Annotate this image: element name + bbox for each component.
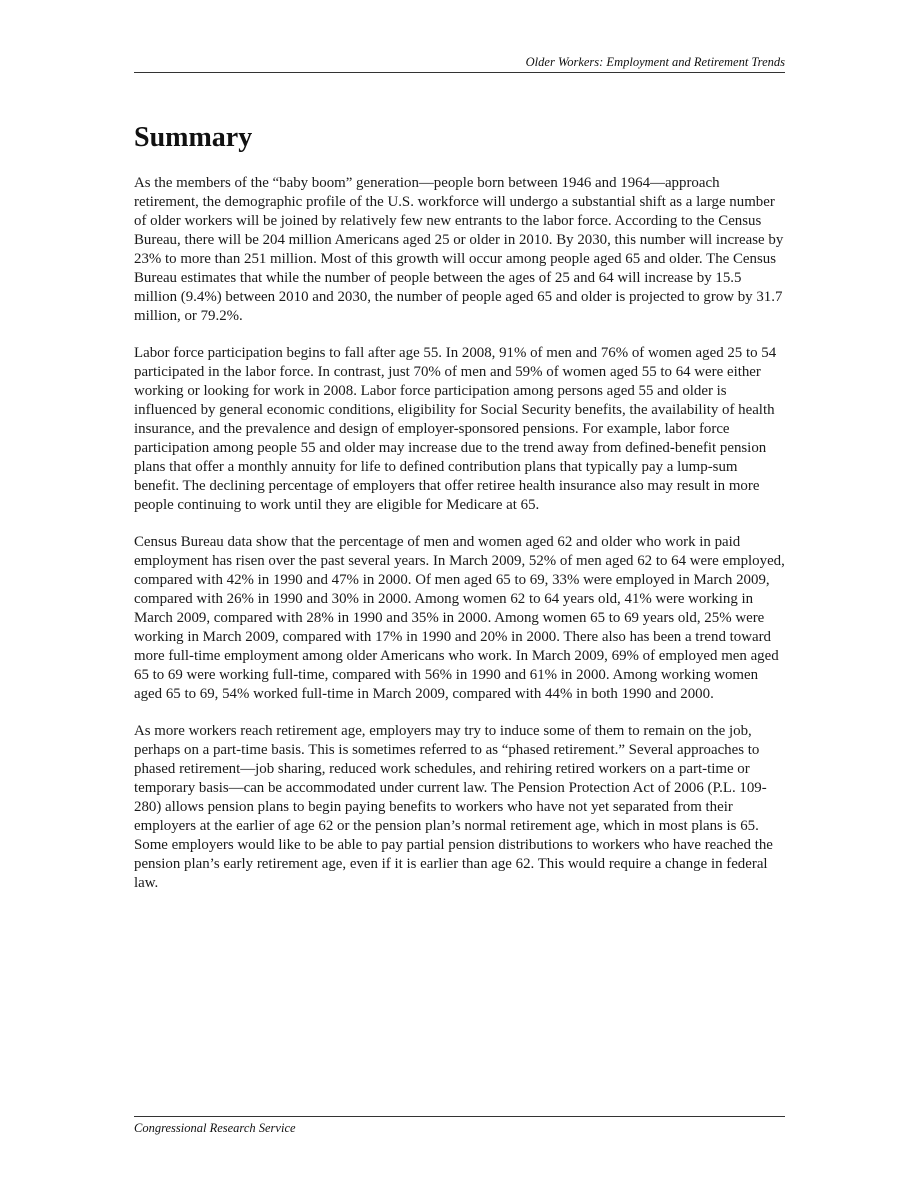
header-rule [134,72,785,73]
running-header: Older Workers: Employment and Retirement Trends [525,55,785,69]
paragraph-census-data: Census Bureau data show that the percentage of men and women aged 62 and older who work in paid employment has risen over the past several years. In March 2009, 52% of men aged 62 to 64 were employed, compared with 42% in 1990 and 47% in 2000. Of men aged 65 to 69, 33% were employed in March 2009, compared with 26% in 1990 and 30% in 2000. Among women 62 to 64 years old, 41% were working in March 2009, compared with 28% in 1990 and 35% in 2000. Among women 65 to 69 years old, 25% were working in March 2009, compared with 17% in 1990 and 20% in 2000. There also has been a trend toward more full-time employment among older Americans who work. In March 2009, 69% of employed men aged 65 to 69 were working full-time, compared with 56% in 1990 and 61% in 2000. Among working women aged 65 to 69, 54% worked full-time in March 2009, compared with 44% in both 1990 and 2000. [134,534,785,702]
paragraph-phased-retirement: As more workers reach retirement age, employers may try to induce some of them to remain on the job, perhaps on a part-time basis. This is sometimes referred to as “phased retirement.” Several approaches to phased retirement—job sharing, reduced work schedules, and rehiring retired workers on a part-time or temporary basis—can be accommodated under current law. The Pension Protection Act of 2006 (P.L. 109-280) allows pension plans to begin paying benefits to workers who have not yet separated from their employers at the earlier of age 62 or the pension plan’s normal retirement age, which in most plans is 65. Some employers would like to be able to pay partial pension distributions to workers who have reached the pension plan’s early retirement age, even if it is earlier than age 62. This would require a change in federal law. [134,723,773,891]
summary-body [134,174,785,911]
paragraph-baby-boom: As the members of the “baby boom” generation—people born between 1946 and 1964—approach retirement, the demographic profile of the U.S. workforce will undergo a substantial shift as a large number of older workers will be joined by relatively few new entrants to the labor force. According to the Census Bureau, there will be 204 million Americans aged 25 or older in 2010. By 2030, this number will increase by 23% to more than 251 million. Most of this growth will occur among people aged 65 and older. The Census Bureau estimates that while the number of people between the ages of 25 and 64 will increase by 15.5 million (9.4%) between 2010 and 2030, the number of people aged 65 and older is projected to grow by 31.7 million, or 79.2%. [134,175,784,324]
paragraph-labor-force: Labor force participation begins to fall after age 55. In 2008, 91% of men and 76% of women aged 25 to 54 participated in the labor force. In contrast, just 70% of men and 59% of women aged 55 to 64 were either working or looking for work in 2008. Labor force participation among persons aged 55 and older is influenced by general economic conditions, eligibility for Social Security benefits, the availability of health insurance, and the prevalence and design of employer-sponsored pensions. For example, labor force participation among people 55 and older may increase due to the trend away from defined-benefit pension plans that offer a monthly annuity for life to defined contribution plans that typically pay a lump-sum benefit. The declining percentage of employers that offer retiree health insurance also may result in more people continuing to work until they are eligible for Medicare at 65. [134,345,777,513]
running-footer: Congressional Research Service [134,1121,296,1135]
footer-rule [134,1116,785,1117]
section-title: Summary [134,122,253,153]
